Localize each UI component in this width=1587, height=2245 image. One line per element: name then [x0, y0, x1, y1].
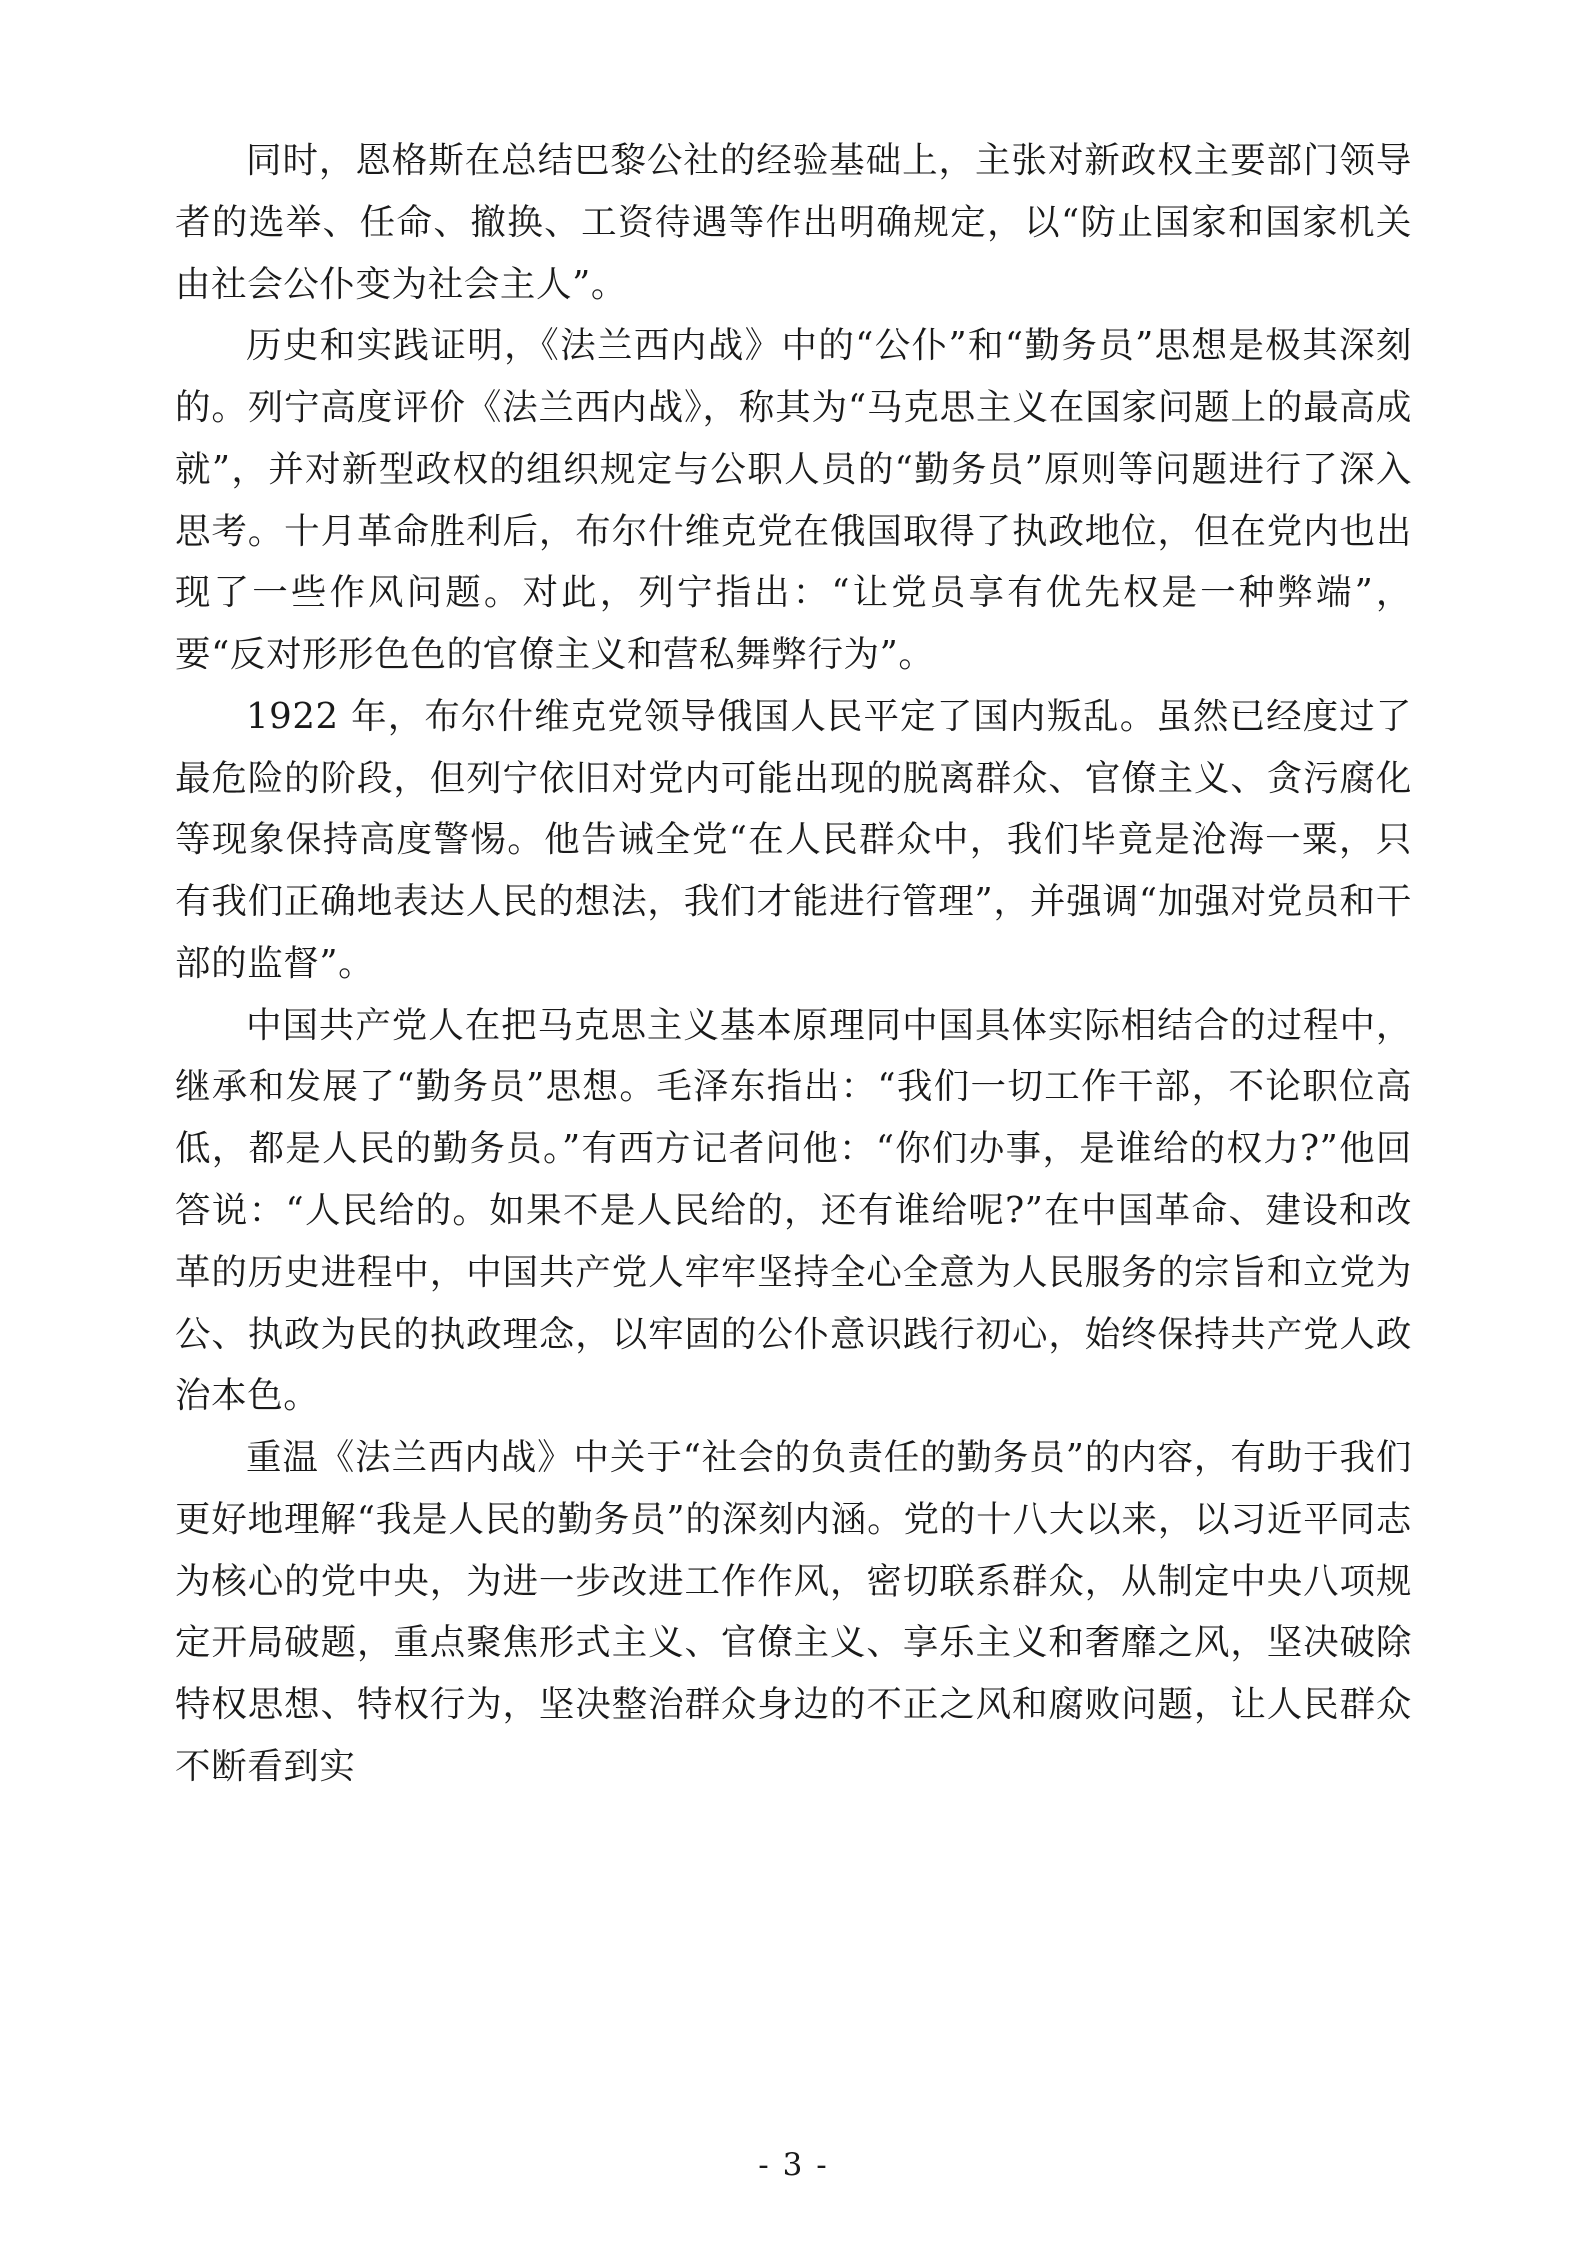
paragraph-3: 1922 年，布尔什维克党领导俄国人民平定了国内叛乱。虽然已经度过了最危险的阶段，但列宁依旧对党内可能出现的脱离群众、官僚主义、贪污腐化等现象保持高度警惕。他告诫全党“在人民群众中，我们毕竟是沧海一粟，只有我们正确地表达人民的想法，我们才能进行管理”，并强调“加强对党员和干部的监督”。	[175, 695, 1412, 984]
paragraph-5: 重温《法兰西内战》中关于“社会的负责任的勤务员”的内容，有助于我们更好地理解“我是人民的勤务员”的深刻内涵。党的十八大以来，以习近平同志为核心的党中央，为进一步改进工作作风，密切联系群众，从制定中央八项规定开局破题，重点聚焦形式主义、官僚主义、享乐主义和奢靡之风，坚决破除特权思想、特权行为，坚决整治群众身边的不正之风和腐败问题，让人民群众不断看到实	[175, 1437, 1412, 1787]
paragraph-1: 同时，恩格斯在总结巴黎公社的经验基础上，主张对新政权主要部门领导者的选举、任命、撤换、工资待遇等作出明确规定，以“防止国家和国家机关由社会公仆变为社会主人”。	[175, 140, 1412, 305]
document-body	[175, 130, 1412, 1798]
page-number: - 3 -	[758, 2147, 829, 2183]
paragraph-2: 历史和实践证明，《法兰西内战》中的“公仆”和“勤务员”思想是极其深刻的。列宁高度评价《法兰西内战》，称其为“马克思主义在国家问题上的最高成就”，并对新型政权的组织规定与公职人员的“勤务员”原则等问题进行了深入思考。十月革命胜利后，布尔什维克党在俄国取得了执政地位，但在党内也出现了一些作风问题。对此，列宁指出：“让党员享有优先权是一种弊端”，要“反对形形色色的官僚主义和营私舞弊行为”。	[175, 325, 1412, 676]
paragraph-4: 中国共产党人在把马克思主义基本原理同中国具体实际相结合的过程中，继承和发展了“勤务员”思想。毛泽东指出：“我们一切工作干部，不论职位高低，都是人民的勤务员。”有西方记者问他：“你们办事，是谁给的权力?”他回答说：“人民给的。如果不是人民给的，还有谁给呢?”在中国革命、建设和改革的历史进程中，中国共产党人牢牢坚持全心全意为人民服务的宗旨和立党为公、执政为民的执政理念，以牢固的公仆意识践行初心，始终保持共产党人政治本色。	[175, 1004, 1412, 1417]
